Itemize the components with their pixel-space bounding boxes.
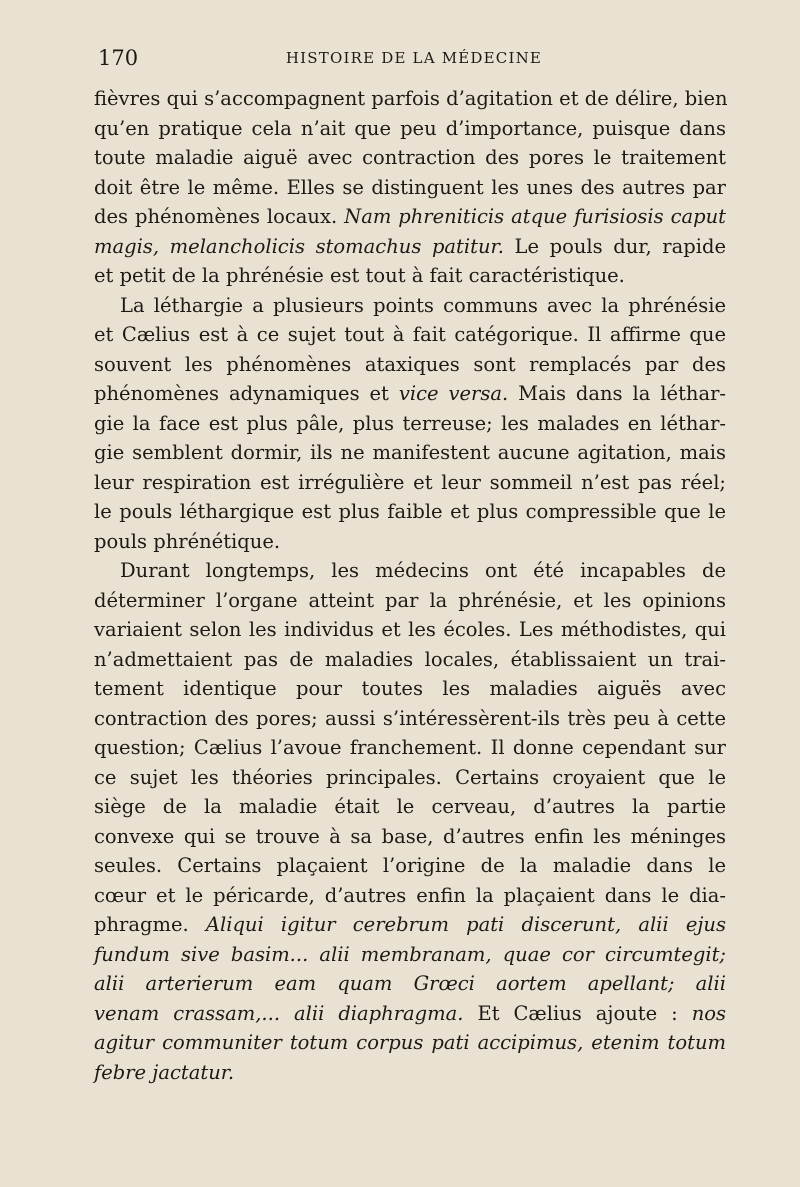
text-segment: et Cælius est à ce sujet tout à fait catégorique. Il affirme que xyxy=(94,323,726,346)
italic-text: febre jactatur. xyxy=(94,1060,235,1084)
text-segment: qu’en pratique cela n’ait que peu d’importance, puisque dans xyxy=(94,116,726,140)
text-segment: question; Cælius l’avoue franchement. Il donne cependant sur xyxy=(94,736,726,759)
text-segment: Durant longtemps, les médecins ont été incapables de xyxy=(120,559,726,582)
text-line xyxy=(94,851,726,881)
text-line xyxy=(94,556,726,586)
italic-text: nos xyxy=(691,1001,726,1025)
italic-text: vice versa. xyxy=(398,382,509,405)
text-line xyxy=(94,674,726,704)
text-line xyxy=(94,379,726,409)
text-segment: leur respiration est irrégulière et leur sommeil n’est pas réel; xyxy=(94,470,726,494)
text-segment: pouls phrénétique. xyxy=(94,529,281,553)
italic-text: magis, melancholicis stomachus patitur. xyxy=(94,234,504,258)
text-segment: doit être le même. Elles se distinguent les unes des autres par xyxy=(94,175,726,199)
italic-text: alii arterierum eam quam Grœci aortem apellant; alii xyxy=(94,972,726,995)
text-segment: Et Cælius ajoute : xyxy=(463,1001,692,1025)
text-line xyxy=(94,232,726,262)
text-line xyxy=(94,1058,726,1088)
text-line xyxy=(94,999,726,1029)
text-segment: toute maladie aiguë avec contraction des pores le traitement xyxy=(94,146,726,169)
text-line xyxy=(94,350,726,380)
text-line xyxy=(94,910,726,940)
running-title: HISTOIRE DE LA MÉDECINE xyxy=(285,49,543,67)
text-segment: déterminer l’organe atteint par la phrénésie, et les opinions xyxy=(94,588,726,612)
running-head xyxy=(98,46,730,70)
text-line xyxy=(94,320,726,350)
text-line xyxy=(94,291,726,321)
text-segment: La léthargie a plusieurs points communs avec la phrénésie xyxy=(120,293,726,317)
text-line xyxy=(94,173,726,203)
italic-text: Nam phreniticis atque furisiosis caput xyxy=(344,205,726,228)
text-segment: convexe qui se trouve à sa base, d’autres enfin les méninges xyxy=(94,824,726,848)
text-line xyxy=(94,822,726,852)
text-line xyxy=(94,1028,726,1058)
text-segment: gie semblent dormir, ils ne manifestent aucune agitation, mais xyxy=(94,441,726,464)
text-segment: phragme. xyxy=(94,913,206,936)
text-segment: fièvres qui s’accompagnent parfois d’agitation et de délire, bien xyxy=(94,87,728,110)
italic-text: fundum sive basim... alii membranam, quae cor circumtegit; xyxy=(94,942,726,966)
text-line xyxy=(94,497,726,527)
text-line xyxy=(94,143,726,173)
text-line xyxy=(94,438,726,468)
text-segment: des phénomènes locaux. xyxy=(94,205,345,228)
italic-text: Aliqui igitur cerebrum pati discerunt, alii ejus xyxy=(205,913,726,936)
text-line xyxy=(94,261,726,291)
text-line xyxy=(94,468,726,498)
text-segment: Mais dans la léthar- xyxy=(508,382,726,405)
text-line xyxy=(94,202,726,232)
text-segment: variaient selon les individus et les écoles. Les méthodistes, qui xyxy=(94,618,726,641)
text-segment: ce sujet les théories principales. Certains croyaient que le xyxy=(94,765,726,789)
text-line xyxy=(94,969,726,999)
text-segment: souvent les phénomènes ataxiques sont remplacés par des xyxy=(94,352,726,376)
text-line xyxy=(94,84,726,114)
text-line xyxy=(94,704,726,734)
italic-text: venam crassam,... alii diaphragma. xyxy=(94,1001,464,1025)
text-segment: et petit de la phrénésie est tout à fait caractéristique. xyxy=(94,264,625,287)
text-line xyxy=(94,733,726,763)
text-segment: tement identique pour toutes les maladies aiguës avec xyxy=(94,677,726,700)
text-segment: siège de la maladie était le cerveau, d’autres la partie xyxy=(94,795,726,818)
text-line xyxy=(94,527,726,557)
text-segment: le pouls léthargique est plus faible et plus compressible que le xyxy=(94,500,726,523)
text-line xyxy=(94,114,726,144)
italic-text: agitur communiter totum corpus pati accipimus, etenim totum xyxy=(94,1031,726,1054)
text-line xyxy=(94,586,726,616)
text-line xyxy=(94,409,726,439)
text-segment: cœur et le péricarde, d’autres enfin la plaçaient dans le dia- xyxy=(94,883,726,907)
page-number: 170 xyxy=(98,46,139,70)
text-line xyxy=(94,615,726,645)
body-text xyxy=(94,84,726,1087)
text-segment: contraction des pores; aussi s’intéressèrent-ils très peu à cette xyxy=(94,706,726,730)
text-segment: Le pouls dur, rapide xyxy=(503,234,726,258)
text-line xyxy=(94,763,726,793)
text-line xyxy=(94,645,726,675)
text-line xyxy=(94,792,726,822)
text-segment: gie la face est plus pâle, plus terreuse; les malades en léthar- xyxy=(94,411,726,435)
text-segment: n’admettaient pas de maladies locales, établissaient un trai- xyxy=(94,647,726,671)
text-line xyxy=(94,881,726,911)
text-segment: phénomènes adynamiques et xyxy=(94,382,399,405)
text-line xyxy=(94,940,726,970)
text-segment: seules. Certains plaçaient l’origine de la maladie dans le xyxy=(94,854,726,877)
